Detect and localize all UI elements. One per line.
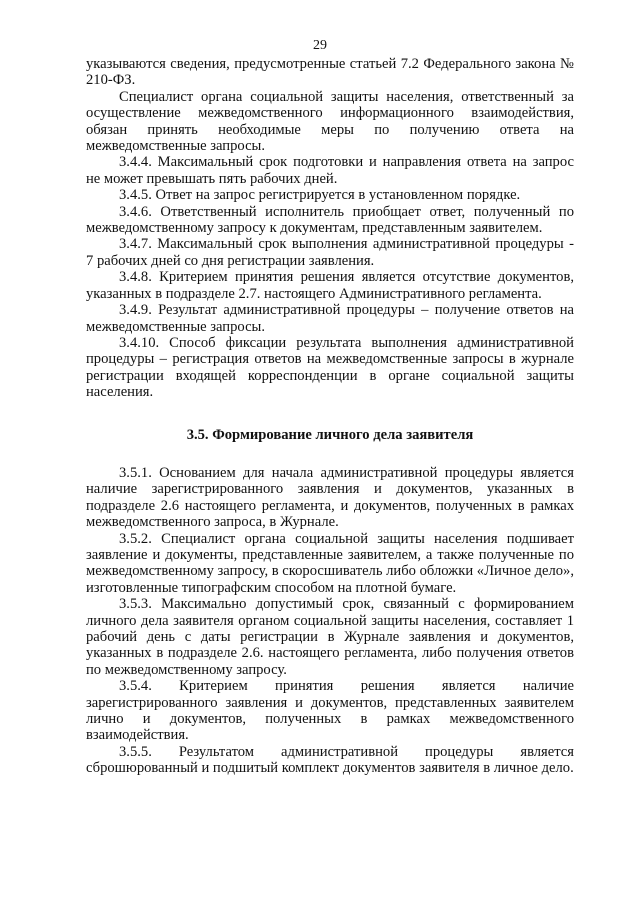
page-number: 29: [313, 38, 327, 53]
paragraph-3-5-3: 3.5.3. Максимально допустимый срок, связанный с формированием личного дела заявителя органом социальной защиты населения, составляет 1 рабочий день с даты регистрации в Журнале заявления и документов, указанных в подразделе 2.6. настоящего регламента, либо получения ответов по межведомственному запросу.: [86, 596, 574, 678]
paragraph-specialist: Специалист органа социальной защиты населения, ответственный за осуществление межведомственного информационного взаимодействия, обязан принять необходимые меры по получению ответа на межведомственные запросы.: [86, 88, 574, 155]
paragraph-3-4-6: 3.4.6. Ответственный исполнитель приобщает ответ, полученный по межведомственному запросу к документам, представленным заявителем.: [86, 203, 574, 237]
page-content: [86, 56, 574, 777]
paragraph-3-4-7: 3.4.7. Максимальный срок выполнения административной процедуры - 7 рабочих дней со дня регистрации заявления.: [86, 236, 574, 269]
paragraph-3-5-2: 3.5.2. Специалист органа социальной защиты населения подшивает заявление и документы, представленные заявителем, а также полученные по межведомственному запросу, в скоросшиватель либо обложки «Личное дело», изготовленные типографским способом на плотной бумаге.: [86, 530, 574, 596]
paragraph-3-5-5: 3.5.5. Результатом административной процедуры является сброшюрованный и подшитый комплект документов заявителя в личное дело.: [86, 743, 574, 777]
paragraph-3-4-8: 3.4.8. Критерием принятия решения является отсутствие документов, указанных в подразделе 2.7. настоящего Административного регламента.: [86, 269, 574, 302]
section-heading: 3.5. Формирование личного дела заявителя: [186, 426, 474, 443]
paragraph-3-4-4: 3.4.4. Максимальный срок подготовки и направления ответа на запрос не может превышать пять рабочих дней.: [86, 154, 574, 187]
paragraph-3-4-10: 3.4.10. Способ фиксации результата выполнения административной процедуры – регистрация ответов на межведомственные запросы в журнале регистрации входящей корреспонденции в органе социальной защиты населения.: [86, 334, 574, 401]
paragraph-3-5-1: 3.5.1. Основанием для начала административной процедуры является наличие зарегистрированного заявления и документов, указанных в подразделе 2.6 настоящего регламента, и документов, полученных в рамках межведомственного запроса, в Журнале.: [86, 464, 574, 531]
paragraph-continuation: указываются сведения, предусмотренные статьей 7.2 Федерального закона № 210-ФЗ.: [86, 56, 574, 89]
paragraph-3-4-5: 3.4.5. Ответ на запрос регистрируется в установленном порядке.: [119, 187, 521, 204]
paragraph-3-4-9: 3.4.9. Результат административной процедуры – получение ответов на межведомственные запросы.: [86, 302, 574, 335]
paragraph-3-5-4: 3.5.4. Критерием принятия решения является наличие зарегистрированного заявления и документов, представленных заявителем лично и документов, полученных в рамках межведомственного взаимодействия.: [86, 678, 574, 744]
